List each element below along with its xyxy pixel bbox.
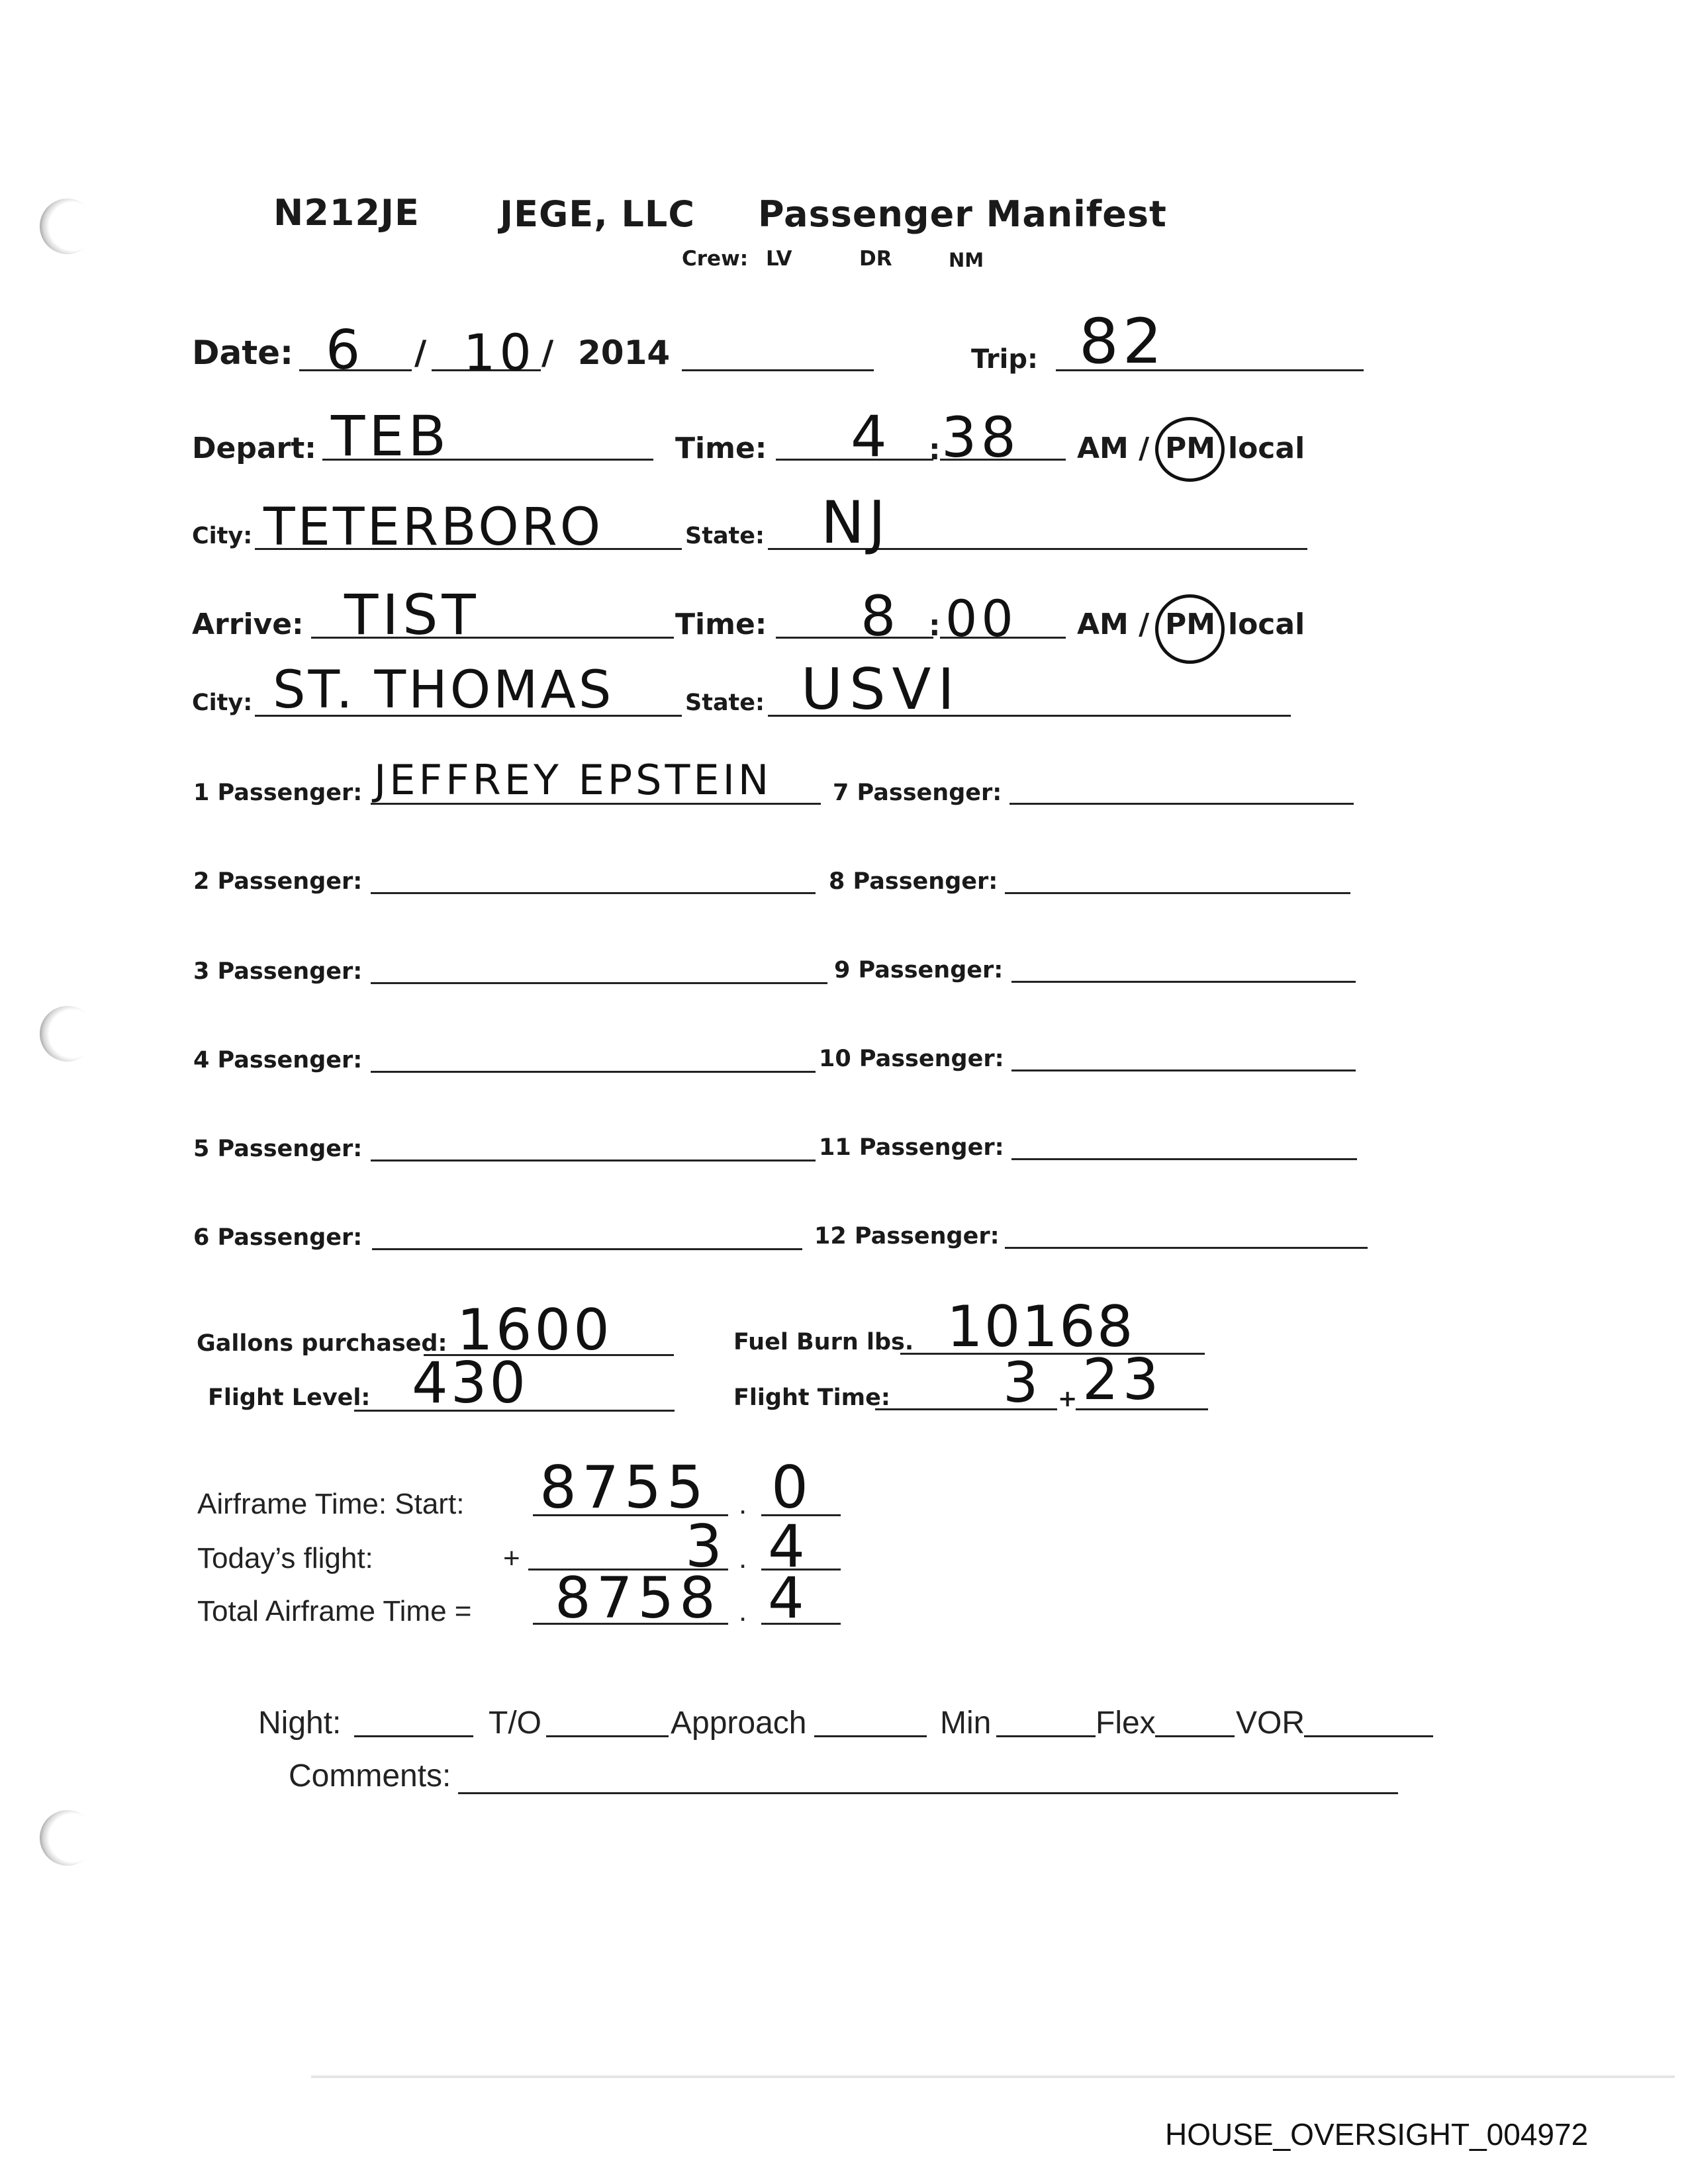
passenger-6-line bbox=[372, 1248, 802, 1250]
arrive-time-label: Time: bbox=[675, 608, 767, 641]
passenger-5-line bbox=[371, 1160, 816, 1161]
depart-city-value: TETERBORO bbox=[263, 498, 604, 557]
date-sep-1: / bbox=[414, 334, 427, 372]
airframe-start-whole-value: 8755 bbox=[539, 1453, 709, 1522]
comments-line bbox=[458, 1792, 1398, 1794]
flight-time-label: Flight Time: bbox=[733, 1385, 890, 1411]
depart-pm-circle bbox=[1155, 417, 1225, 482]
date-label: Date: bbox=[192, 334, 294, 372]
depart-state-label: State: bbox=[685, 523, 765, 549]
arrive-pm-label: PM bbox=[1165, 608, 1216, 641]
todays-flight-dot: . bbox=[739, 1542, 747, 1574]
flex-line bbox=[1155, 1735, 1235, 1737]
flight-time-minutes-value: 23 bbox=[1082, 1347, 1163, 1413]
airframe-start-tenth-value: 0 bbox=[771, 1453, 812, 1522]
passenger-1-label: 1 Passenger: bbox=[193, 780, 363, 806]
depart-am-label: AM / bbox=[1077, 432, 1150, 465]
arrive-airport-value: TIST bbox=[344, 582, 480, 647]
flight-time-hours-value: 3 bbox=[1003, 1350, 1043, 1415]
arrive-state-label: State: bbox=[685, 690, 765, 716]
passenger-2-line bbox=[371, 892, 816, 894]
binder-hole-top bbox=[40, 199, 95, 254]
passenger-6-label: 6 Passenger: bbox=[193, 1224, 363, 1251]
todays-flight-tenth-value: 4 bbox=[768, 1512, 809, 1580]
gallons-purchased-value: 1600 bbox=[457, 1297, 612, 1363]
depart-minutes-value: 38 bbox=[941, 405, 1020, 470]
arrive-local-label: local bbox=[1228, 608, 1305, 641]
depart-label: Depart: bbox=[192, 432, 316, 465]
passenger-7-label: 7 Passenger: bbox=[833, 780, 1002, 806]
total-airframe-tenth-value: 4 bbox=[768, 1565, 808, 1631]
comments-label: Comments: bbox=[289, 1758, 451, 1794]
airframe-start-label: Airframe Time: Start: bbox=[197, 1488, 465, 1520]
vor-label: VOR bbox=[1236, 1706, 1305, 1741]
night-label: Night: bbox=[258, 1706, 342, 1741]
trip-value: 82 bbox=[1079, 306, 1166, 378]
binder-hole-middle bbox=[40, 1006, 95, 1062]
fuel-burn-label: Fuel Burn lbs. bbox=[733, 1329, 914, 1355]
arrive-minutes-value: 00 bbox=[945, 589, 1017, 648]
passenger-7-line bbox=[1009, 803, 1354, 805]
total-airframe-label: Total Airframe Time = bbox=[197, 1595, 472, 1627]
crew-label: Crew: bbox=[682, 247, 749, 271]
passenger-3-line bbox=[371, 982, 827, 984]
arrive-pm-circle bbox=[1155, 594, 1225, 664]
depart-city-label: City: bbox=[192, 523, 253, 549]
todays-flight-whole-value: 3 bbox=[685, 1512, 726, 1580]
scan-edge-line bbox=[311, 2075, 1675, 2078]
takeoff-line bbox=[546, 1735, 669, 1737]
passenger-10-label: 10 Passenger: bbox=[819, 1046, 1004, 1072]
passenger-4-line bbox=[371, 1071, 816, 1073]
arrive-time-colon: : bbox=[929, 609, 941, 643]
crew-member-2: DR bbox=[859, 247, 892, 271]
depart-time-colon: : bbox=[929, 433, 941, 467]
flight-level-label: Flight Level: bbox=[208, 1385, 371, 1411]
passenger-12-line bbox=[1005, 1247, 1368, 1249]
date-sep-2: / bbox=[541, 334, 554, 372]
arrive-state-value: USVI bbox=[801, 657, 961, 723]
passenger-2-label: 2 Passenger: bbox=[193, 868, 363, 895]
passenger-9-line bbox=[1011, 981, 1356, 983]
min-label: Min bbox=[940, 1706, 992, 1741]
total-airframe-dot: . bbox=[739, 1595, 747, 1627]
depart-local-label: local bbox=[1228, 432, 1305, 465]
passenger-11-label: 11 Passenger: bbox=[819, 1134, 1004, 1161]
date-day-value: 10 bbox=[463, 323, 536, 382]
approach-label: Approach bbox=[671, 1706, 807, 1741]
passenger-1-value: JEFFREY EPSTEIN bbox=[374, 756, 773, 804]
takeoff-label: T/O bbox=[489, 1706, 541, 1741]
passenger-3-label: 3 Passenger: bbox=[193, 958, 363, 985]
flight-level-value: 430 bbox=[412, 1350, 529, 1416]
arrive-city-label: City: bbox=[192, 690, 253, 716]
crew-member-3: NM bbox=[949, 249, 984, 271]
todays-flight-label: Today’s flight: bbox=[197, 1542, 373, 1574]
passenger-5-label: 5 Passenger: bbox=[193, 1136, 363, 1162]
tail-number: N212JE bbox=[273, 192, 420, 234]
depart-state-value: NJ bbox=[821, 488, 890, 557]
flight-time-plus: + bbox=[1058, 1386, 1078, 1412]
bates-number: HOUSE_OVERSIGHT_004972 bbox=[1165, 2117, 1589, 2152]
passenger-8-label: 8 Passenger: bbox=[829, 868, 998, 895]
arrive-city-value: ST. THOMAS bbox=[273, 660, 614, 720]
min-line bbox=[996, 1735, 1096, 1737]
arrive-hour-line bbox=[776, 637, 933, 639]
flex-label: Flex bbox=[1096, 1706, 1156, 1741]
trip-label: Trip: bbox=[971, 344, 1038, 375]
binder-hole-bottom bbox=[40, 1810, 95, 1866]
date-year: 2014 bbox=[578, 334, 671, 372]
approach-line bbox=[814, 1735, 927, 1737]
depart-time-label: Time: bbox=[675, 432, 767, 465]
fuel-burn-value: 10168 bbox=[947, 1294, 1135, 1360]
passenger-11-line bbox=[1011, 1158, 1357, 1160]
passenger-9-label: 9 Passenger: bbox=[834, 957, 1004, 983]
date-month-value: 6 bbox=[326, 319, 365, 382]
arrive-hour-value: 8 bbox=[861, 584, 900, 649]
date-year-line bbox=[682, 369, 874, 371]
company-name: JEGE, LLC bbox=[500, 193, 695, 235]
crew-member-1: LV bbox=[766, 247, 792, 271]
night-line bbox=[354, 1735, 473, 1737]
depart-pm-label: PM bbox=[1165, 432, 1216, 465]
depart-airport-value: TEB bbox=[331, 404, 451, 469]
passenger-10-line bbox=[1011, 1069, 1356, 1071]
passenger-8-line bbox=[1005, 892, 1350, 894]
arrive-label: Arrive: bbox=[192, 608, 304, 641]
form-title: Passenger Manifest bbox=[758, 193, 1167, 235]
passenger-4-label: 4 Passenger: bbox=[193, 1047, 363, 1073]
airframe-start-dot: . bbox=[739, 1488, 747, 1520]
gallons-purchased-label: Gallons purchased: bbox=[197, 1330, 447, 1357]
passenger-12-label: 12 Passenger: bbox=[814, 1223, 1000, 1250]
vor-line bbox=[1304, 1735, 1433, 1737]
arrive-am-label: AM / bbox=[1077, 608, 1150, 641]
depart-hour-value: 4 bbox=[851, 404, 891, 470]
total-airframe-whole-value: 8758 bbox=[555, 1565, 721, 1631]
todays-flight-plus: + bbox=[503, 1542, 520, 1574]
